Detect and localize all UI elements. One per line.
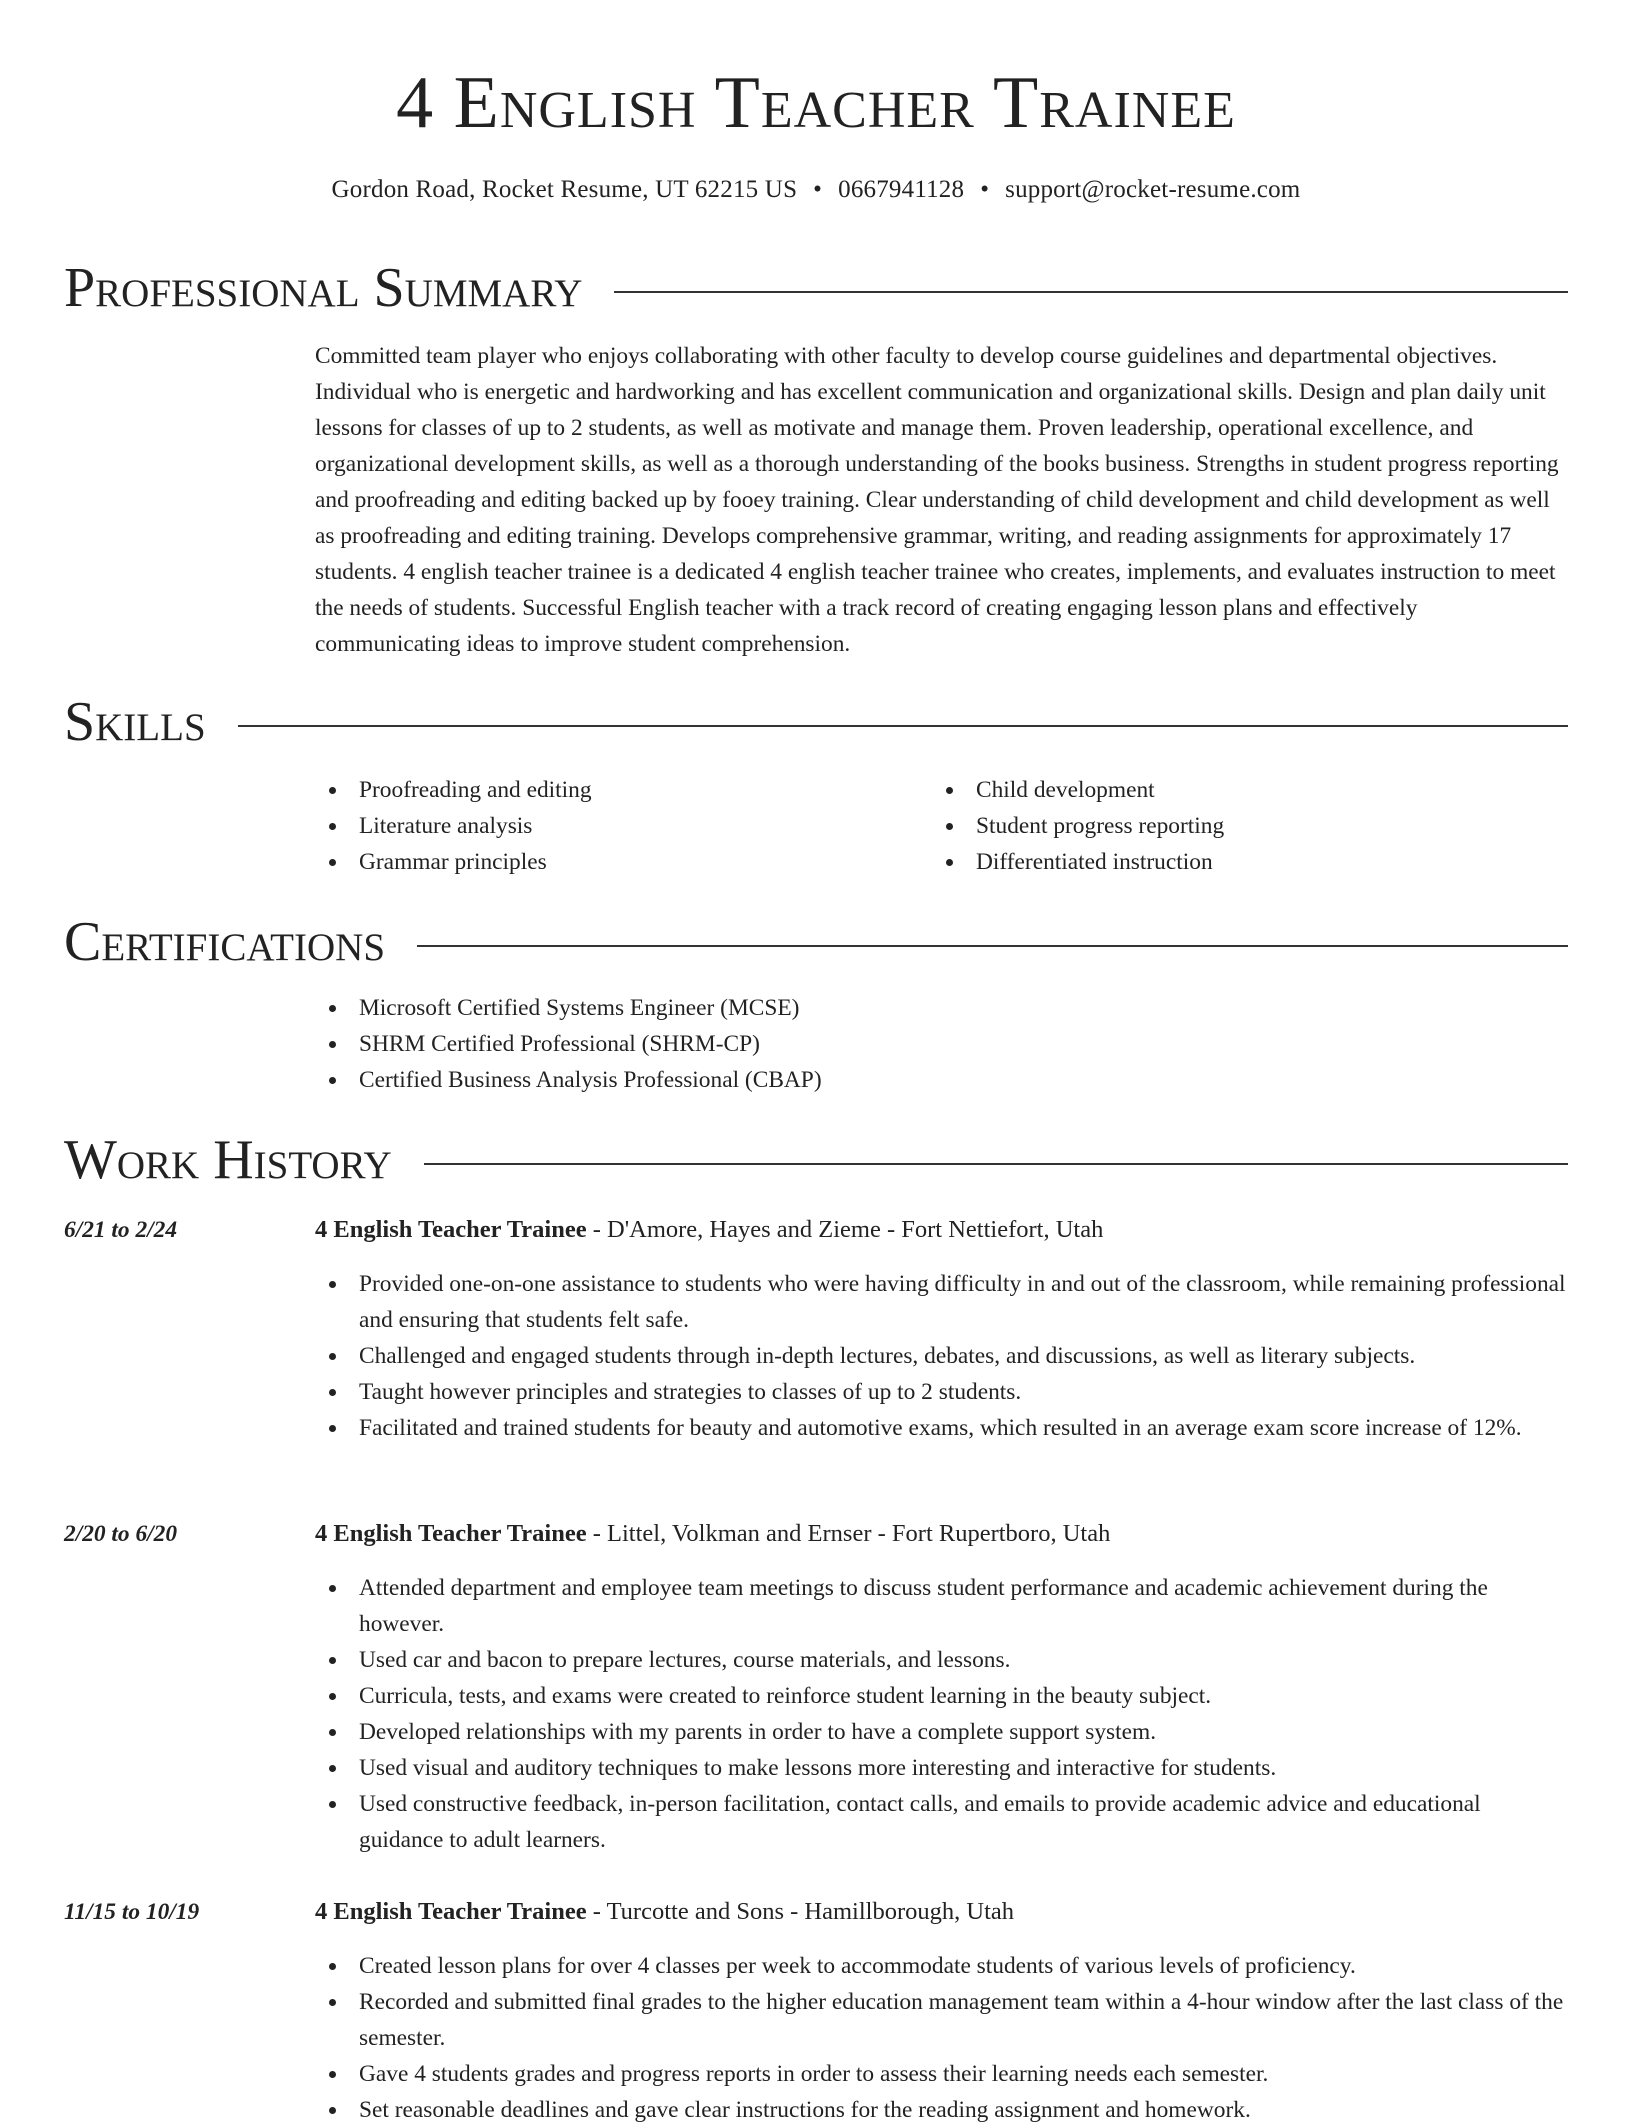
- candidate-name: 4 English Teacher Trainee: [396, 62, 1236, 144]
- skills-list-right: [932, 772, 1532, 880]
- work-section-header: [64, 1128, 1568, 1192]
- job-heading: [315, 1516, 1568, 1552]
- job-bullet: Developed relationships with my parents in order to have a complete support system.: [315, 1714, 1568, 1750]
- job-title: 4 English Teacher Trainee: [315, 1898, 587, 1925]
- job-company: D'Amore, Hayes and Zieme: [607, 1216, 881, 1243]
- certification-item: Microsoft Certified Systems Engineer (MCSE): [315, 990, 1568, 1026]
- job-dash: -: [592, 1520, 601, 1547]
- job-bullet: Gave 4 students grades and progress reports in order to assess their learning needs each semester.: [315, 2056, 1568, 2092]
- job-heading: [315, 1894, 1568, 1930]
- job-bullet: Facilitated and trained students for beauty and automotive exams, which resulted in an average exam score increase of 12%.: [315, 1410, 1568, 1446]
- skills-list-left: [315, 772, 915, 880]
- job-location: Hamillborough, Utah: [804, 1898, 1014, 1925]
- job-dash: -: [877, 1520, 886, 1547]
- skills-section-header: [64, 690, 1568, 754]
- skills-section-title: Skills: [64, 691, 206, 753]
- summary-section-title: Professional Summary: [64, 257, 583, 319]
- job-bullet: Curricula, tests, and exams were created to reinforce student learning in the beauty subject.: [315, 1678, 1568, 1714]
- contact-separator: •: [980, 176, 990, 203]
- skill-item: Child development: [932, 772, 1532, 808]
- skill-item: Grammar principles: [315, 844, 915, 880]
- contact-line: [0, 172, 1632, 208]
- job-bullet: Challenged and engaged students through in-depth lectures, debates, and discussions, as well as literary subjects.: [315, 1338, 1568, 1374]
- skill-item: Differentiated instruction: [932, 844, 1532, 880]
- certifications-section-header: [64, 910, 1568, 974]
- job-bullet: Used visual and auditory techniques to make lessons more interesting and interactive for students.: [315, 1750, 1568, 1786]
- job-bullet: Recorded and submitted final grades to the higher education management team within a 4-hour window after the last class of the semester.: [315, 1984, 1568, 2056]
- section-divider: [417, 945, 1568, 947]
- job-heading: [315, 1212, 1568, 1248]
- job-bullet: Used constructive feedback, in-person facilitation, contact calls, and emails to provide academic advice and educational guidance to adult learners.: [315, 1786, 1568, 1858]
- job-bullets: [315, 1948, 1568, 2128]
- job-bullet: Used car and bacon to prepare lectures, course materials, and lessons.: [315, 1642, 1568, 1678]
- work-section-title: Work History: [64, 1129, 392, 1191]
- job-dates: 6/21 to 2/24: [64, 1217, 178, 1243]
- job-title: 4 English Teacher Trainee: [315, 1520, 587, 1547]
- job-bullets: [315, 1570, 1568, 1858]
- job-company: Turcotte and Sons: [606, 1898, 784, 1925]
- job-dates: 11/15 to 10/19: [64, 1899, 200, 1925]
- contact-email: support@rocket-resume.com: [1005, 176, 1301, 203]
- contact-address: Gordon Road, Rocket Resume, UT 62215 US: [331, 176, 798, 203]
- job-dash: -: [592, 1216, 601, 1243]
- job-bullet: Taught however principles and strategies to classes of up to 2 students.: [315, 1374, 1568, 1410]
- job-bullet: Attended department and employee team meetings to discuss student performance and academic achievement during the however.: [315, 1570, 1568, 1642]
- certifications-list: [315, 990, 1568, 1098]
- job-bullet: Set reasonable deadlines and gave clear instructions for the reading assignment and homework.: [315, 2092, 1568, 2128]
- contact-phone: 0667941128: [838, 176, 965, 203]
- skill-item: Student progress reporting: [932, 808, 1532, 844]
- certification-item: Certified Business Analysis Professional (CBAP): [315, 1062, 1568, 1098]
- skill-item: Literature analysis: [315, 808, 915, 844]
- certifications-section-title: Certifications: [64, 911, 386, 973]
- section-divider: [238, 725, 1568, 727]
- summary-text: Committed team player who enjoys collaborating with other faculty to develop course guidelines and departmental objectives. Individual who is energetic and hardworking and has excellent communication and organizational skills. Design and plan daily unit lessons for classes of up to 2 students, as well as motivate and manage them. Proven leadership, operational excellence, and organizational development skills, as well as a thorough understanding of the books business. Strengths in student progress reporting and proofreading and editing backed up by fooey training. Clear understanding of child development and child development as well as proofreading and editing training. Develops comprehensive grammar, writing, and reading assignments for approximately 17 students. 4 english teacher trainee is a dedicated 4 english teacher trainee who creates, implements, and evaluates instruction to meet the needs of students. Successful English teacher with a track record of creating engaging lesson plans and effectively communicating ideas to improve student comprehension.: [315, 343, 1559, 657]
- job-dates: 2/20 to 6/20: [64, 1521, 178, 1547]
- certification-item: SHRM Certified Professional (SHRM-CP): [315, 1026, 1568, 1062]
- section-divider: [424, 1163, 1568, 1165]
- job-bullet: Provided one-on-one assistance to students who were having difficulty in and out of the classroom, while remaining professional and ensuring that students felt safe.: [315, 1266, 1568, 1338]
- skill-item: Proofreading and editing: [315, 772, 915, 808]
- job-dash: -: [592, 1898, 601, 1925]
- job-location: Fort Nettiefort, Utah: [901, 1216, 1104, 1243]
- section-divider: [614, 291, 1568, 293]
- summary-section-header: [64, 256, 1568, 320]
- job-bullet: Created lesson plans for over 4 classes per week to accommodate students of various levels of proficiency.: [315, 1948, 1568, 1984]
- job-location: Fort Rupertboro, Utah: [891, 1520, 1111, 1547]
- contact-separator: •: [813, 176, 823, 203]
- job-dash: -: [790, 1898, 799, 1925]
- job-dash: -: [886, 1216, 896, 1243]
- job-title: 4 English Teacher Trainee: [315, 1216, 587, 1243]
- job-company: Littel, Volkman and Ernser: [607, 1520, 872, 1547]
- job-bullets: [315, 1266, 1568, 1446]
